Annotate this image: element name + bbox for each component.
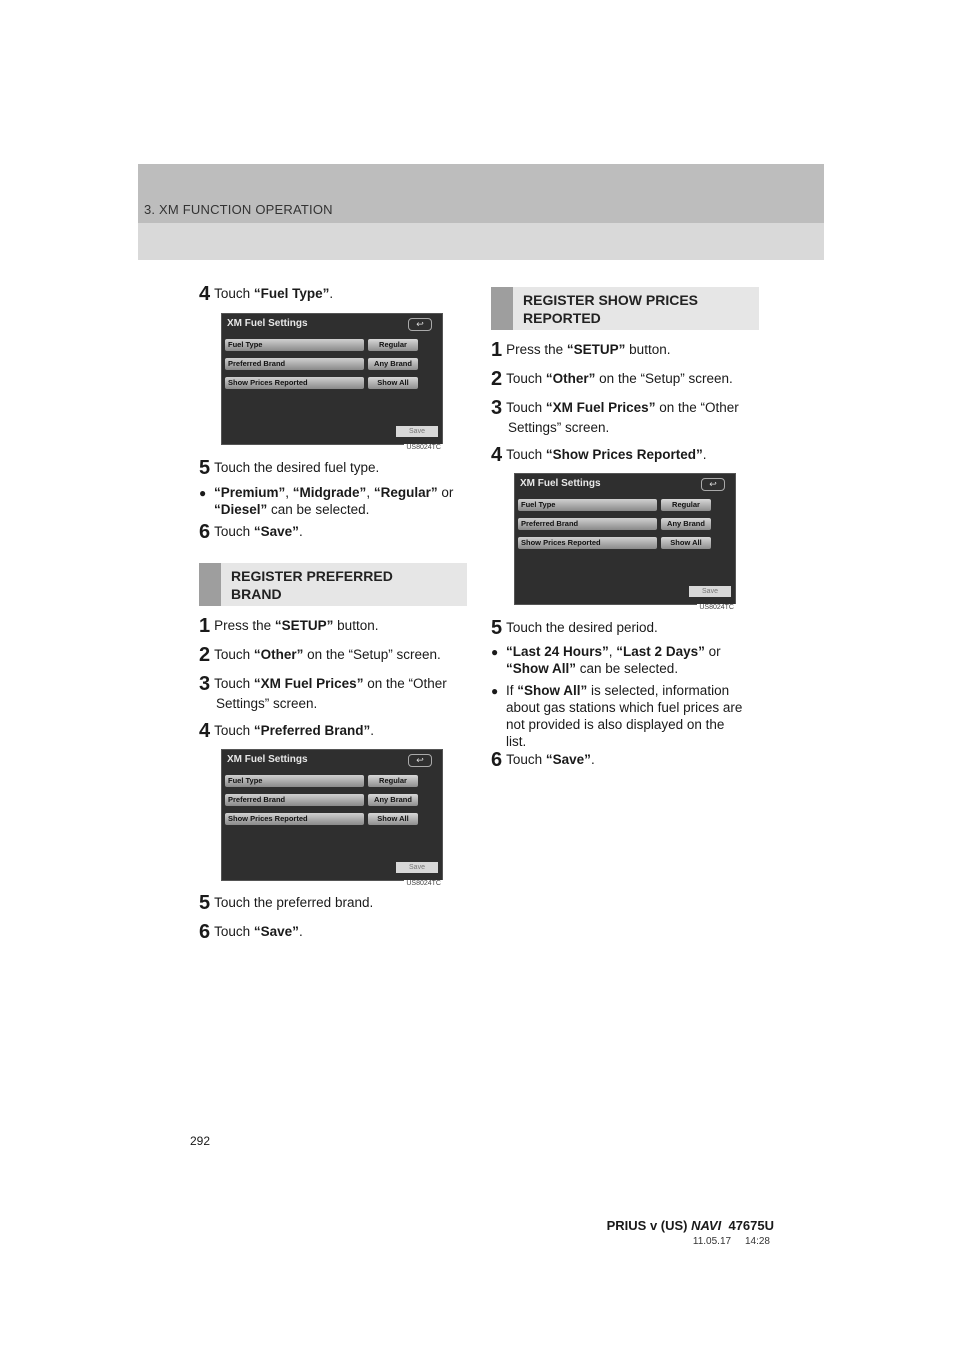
image-code: US8024TC: [699, 604, 734, 611]
show-prices-row: Show Prices Reported: [225, 377, 364, 389]
header-title: 3. XM FUNCTION OPERATION: [144, 202, 333, 217]
brand-step-6: 6 Touch “Save”.: [199, 921, 303, 943]
screen-title: XM Fuel Settings: [227, 754, 308, 765]
section-bar: [199, 563, 221, 606]
prices-step-6: 6 Touch “Save”.: [491, 749, 595, 771]
show-prices-value: Show All: [368, 813, 418, 825]
save-button: Save: [396, 426, 438, 437]
step-4-fuel-type: 4 Touch “Fuel Type”.: [199, 283, 334, 305]
step-5-fuel-type: 5 Touch the desired fuel type.: [199, 457, 380, 479]
preferred-brand-row: Preferred Brand: [225, 794, 364, 806]
bullet-icon: ●: [491, 684, 499, 698]
brand-step-3: 3 Touch “XM Fuel Prices” on the “Other Settings” screen.: [199, 673, 447, 711]
period-options: ● “Last 24 Hours”, “Last 2 Days” or “Show All” can be selected.: [491, 644, 721, 676]
step-6-save: 6 Touch “Save”.: [199, 521, 303, 543]
fuel-type-row: Fuel Type: [225, 339, 364, 351]
prices-step-4: 4 Touch “Show Prices Reported”.: [491, 444, 707, 466]
footer-timestamp: 11.05.17 14:28: [692, 1236, 770, 1247]
screenshot-fuel-settings-3: [514, 473, 736, 611]
page-header: [138, 164, 824, 260]
section-register-show-prices: REGISTER SHOW PRICES REPORTED: [491, 287, 759, 330]
preferred-brand-value: Any Brand: [661, 518, 711, 530]
brand-step-5: 5 Touch the preferred brand.: [199, 892, 374, 914]
prices-step-1: 1 Press the “SETUP” button.: [491, 339, 671, 361]
back-arrow-icon: ↩: [408, 754, 432, 767]
prices-step-2: 2 Touch “Other” on the “Setup” screen.: [491, 368, 733, 390]
bullet-icon: ●: [491, 645, 499, 659]
bullet-icon: ●: [199, 486, 207, 500]
brand-step-1: 1 Press the “SETUP” button.: [199, 615, 379, 637]
brand-step-2: 2 Touch “Other” on the “Setup” screen.: [199, 644, 441, 666]
back-arrow-icon: ↩: [701, 478, 725, 491]
fuel-type-value: Regular: [368, 339, 418, 351]
show-prices-row: Show Prices Reported: [518, 537, 657, 549]
brand-step-4: 4 Touch “Preferred Brand”.: [199, 720, 374, 742]
show-all-note: ● If “Show All” is selected, information about gas stations which fuel prices are not provided is also displayed on the list.: [491, 683, 743, 749]
section-register-preferred-brand: REGISTER PREFERRED BRAND: [199, 563, 467, 606]
image-code: US8024TC: [406, 444, 441, 451]
save-button: Save: [396, 862, 438, 873]
show-prices-value: Show All: [661, 537, 711, 549]
section-bar: [491, 287, 513, 330]
fuel-type-value: Regular: [368, 775, 418, 787]
back-arrow-icon: ↩: [408, 318, 432, 331]
image-code: US8024TC: [406, 880, 441, 887]
show-prices-row: Show Prices Reported: [225, 813, 364, 825]
screenshot-fuel-settings-2: [221, 749, 443, 887]
show-prices-value: Show All: [368, 377, 418, 389]
fuel-type-options: ● “Premium”, “Midgrade”, “Regular” or “Diesel” can be selected.: [199, 485, 454, 517]
preferred-brand-row: Preferred Brand: [225, 358, 364, 370]
prices-step-3: 3 Touch “XM Fuel Prices” on the “Other Settings” screen.: [491, 397, 739, 435]
fuel-type-value: Regular: [661, 499, 711, 511]
screen-title: XM Fuel Settings: [227, 318, 308, 329]
preferred-brand-value: Any Brand: [368, 358, 418, 370]
footer-model: PRIUS v (US) NAVI 47675U: [606, 1218, 774, 1233]
page-number: 292: [190, 1134, 211, 1148]
preferred-brand-row: Preferred Brand: [518, 518, 657, 530]
fuel-type-row: Fuel Type: [518, 499, 657, 511]
save-button: Save: [689, 586, 731, 597]
preferred-brand-value: Any Brand: [368, 794, 418, 806]
screen-title: XM Fuel Settings: [520, 478, 601, 489]
prices-step-5: 5 Touch the desired period.: [491, 617, 658, 639]
fuel-type-row: Fuel Type: [225, 775, 364, 787]
screenshot-fuel-settings-1: [221, 313, 443, 451]
